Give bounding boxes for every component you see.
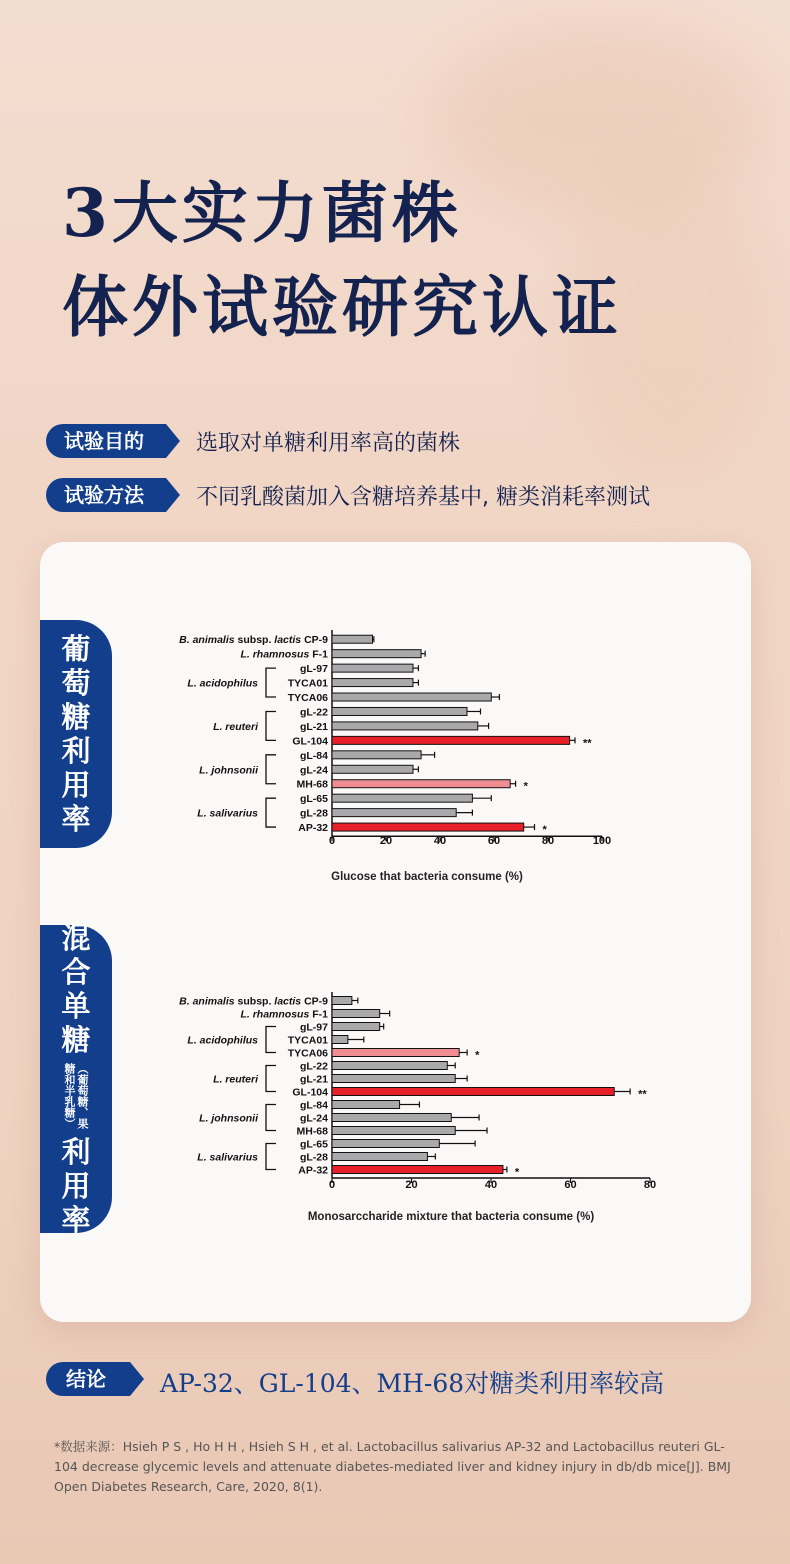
significance-mark: ** <box>638 1088 647 1101</box>
category-label: gL-24 <box>299 764 328 777</box>
significance-mark: * <box>514 1166 520 1179</box>
bar <box>332 635 373 643</box>
group-label: L. acidophilus <box>187 1034 258 1047</box>
bar <box>332 751 421 759</box>
x-tick-label: 80 <box>643 1179 657 1191</box>
bar <box>332 1114 451 1122</box>
category-label: gL-65 <box>299 1138 328 1151</box>
side-label-char: 率 <box>61 1203 91 1237</box>
side-label-char: 萄 <box>61 666 91 700</box>
group-label: L. salivarius <box>197 1151 258 1164</box>
group-label: L. johnsonii <box>199 764 258 777</box>
group-label: L. reuteri <box>213 720 258 733</box>
bar <box>332 1062 447 1070</box>
category-label: GL-104 <box>292 735 328 748</box>
bar <box>332 664 413 672</box>
group-label: L. johnsonii <box>199 1112 258 1125</box>
x-tick-label: 0 <box>328 1179 336 1191</box>
method-tag: 试验方法 <box>46 478 166 512</box>
x-tick-label: 0 <box>328 835 336 847</box>
group-bracket <box>266 1105 276 1131</box>
bar <box>332 1166 503 1174</box>
x-tick-label: 100 <box>592 835 612 847</box>
method-text: 不同乳酸菌加入含糖培养基中, 糖类消耗率测试 <box>196 485 650 510</box>
bar <box>332 823 524 831</box>
side-label-char: 单 <box>61 989 91 1023</box>
category-label: TYCA01 <box>287 1034 328 1047</box>
significance-mark: * <box>542 824 547 837</box>
bar <box>332 1023 380 1031</box>
x-tick-label: 80 <box>541 835 555 847</box>
side-label-char: 糖 <box>61 1023 91 1057</box>
bar <box>332 693 491 701</box>
category-label: B. animalis subsp. lactis CP-9 <box>179 634 328 647</box>
x-tick-label: 60 <box>487 835 501 847</box>
bar <box>332 722 478 730</box>
category-label: gL-21 <box>299 720 328 733</box>
category-label: gL-28 <box>299 1151 328 1164</box>
category-label: gL-97 <box>299 663 328 676</box>
x-tick-label: 60 <box>564 1179 577 1191</box>
bar <box>332 1153 427 1161</box>
bar <box>332 1036 348 1044</box>
group-bracket <box>266 1144 276 1170</box>
category-label: gL-24 <box>299 1112 328 1125</box>
x-tick-label: 20 <box>405 1179 418 1191</box>
side-label-char: 合 <box>61 955 91 989</box>
source-footnote: *数据来源：Hsieh P S , Ho H H , Hsieh S H , et al. Lactobacillus salivarius AP-32 and Lactobacillus reuteri GL-104 decrease glycemic levels and attenuate diabetes-mediated liver and kidney injury in db/db mice[J]. BMJ Open Diabetes Research, Care, 2020, 8(1). <box>54 1439 731 1494</box>
mixture-chart <box>120 984 680 1230</box>
side-label-char: 率 <box>61 802 91 836</box>
purpose-tag: 试验目的 <box>46 424 166 458</box>
x-tick-label: 20 <box>379 835 393 847</box>
bar <box>332 1140 439 1148</box>
side-label-char: 用 <box>61 768 91 802</box>
significance-mark: ** <box>583 737 592 750</box>
glucose-chart-svg <box>120 622 640 892</box>
side-label-char: 葡 <box>61 632 91 666</box>
category-label: gL-22 <box>299 706 328 719</box>
side-label-char: 混 <box>61 921 91 955</box>
conclusion-text: AP-32、GL-104、MH-68对糖类利用率较高 <box>160 1369 665 1398</box>
category-label: gL-21 <box>299 1073 328 1086</box>
category-label: TYCA06 <box>287 692 328 705</box>
category-label: gL-97 <box>299 1021 328 1034</box>
bar <box>332 1101 400 1109</box>
bar <box>332 1049 459 1057</box>
group-label: L. acidophilus <box>187 677 258 690</box>
mixed-sugar-utilization-label <box>40 921 112 1237</box>
bar <box>332 809 456 817</box>
category-label: TYCA01 <box>287 677 328 690</box>
side-label-char: 利 <box>61 734 91 768</box>
category-label: gL-22 <box>299 1060 328 1073</box>
category-label: TYCA06 <box>287 1047 328 1060</box>
mixture-chart-svg <box>120 984 680 1230</box>
category-label: gL-84 <box>299 749 328 762</box>
bar <box>332 997 352 1005</box>
page-title-line1: 3大实力菌株 <box>62 174 462 252</box>
group-bracket <box>266 668 276 697</box>
side-label-char: 用 <box>61 1169 91 1203</box>
group-bracket <box>266 755 276 784</box>
side-label-char: 利 <box>61 1135 91 1169</box>
bar <box>332 780 510 788</box>
page-title-line2: 体外试验研究认证 <box>62 268 622 346</box>
x-axis-title: Glucose that bacteria consume (%) <box>331 871 523 883</box>
side-label-char: 糖 <box>61 700 91 734</box>
bar <box>332 1127 455 1135</box>
group-bracket <box>266 1027 276 1053</box>
category-label: L. rhamnosus F-1 <box>240 648 328 661</box>
bar <box>332 650 421 658</box>
group-bracket <box>266 1066 276 1092</box>
group-bracket <box>266 711 276 740</box>
bar <box>332 765 413 773</box>
x-tick-label: 40 <box>433 835 447 847</box>
group-label: L. salivarius <box>197 807 258 820</box>
side-label-note: （葡萄糖、果 <box>76 1063 89 1129</box>
bar <box>332 1088 614 1096</box>
x-tick-label: 40 <box>484 1179 498 1191</box>
category-label: MH-68 <box>296 1125 328 1138</box>
group-label: L. reuteri <box>213 1073 258 1086</box>
category-label: gL-84 <box>299 1099 328 1112</box>
category-label: AP-32 <box>298 1164 328 1177</box>
x-axis-title: Monosarccharide mixture that bacteria consume (%) <box>307 1211 595 1223</box>
bar <box>332 1010 380 1018</box>
category-label: L. rhamnosus F-1 <box>240 1008 328 1021</box>
category-label: gL-28 <box>299 807 328 820</box>
glucose-utilization-label <box>40 620 112 848</box>
group-bracket <box>266 798 276 827</box>
glucose-chart <box>120 622 640 892</box>
category-label: AP-32 <box>298 822 328 835</box>
bar <box>332 1075 455 1083</box>
category-label: B. animalis subsp. lactis CP-9 <box>179 995 328 1008</box>
significance-mark: * <box>523 780 528 793</box>
category-label: gL-65 <box>299 793 328 806</box>
category-label: GL-104 <box>292 1086 328 1099</box>
bar <box>332 679 413 687</box>
bar <box>332 707 467 715</box>
conclusion-tag: 结论 <box>46 1362 130 1396</box>
purpose-text: 选取对单糖利用率高的菌株 <box>196 431 461 456</box>
bar <box>332 794 472 802</box>
side-label-note: 糖和半乳糖） <box>63 1063 76 1129</box>
bar <box>332 736 570 744</box>
category-label: MH-68 <box>296 778 328 791</box>
significance-mark: * <box>475 1049 480 1062</box>
